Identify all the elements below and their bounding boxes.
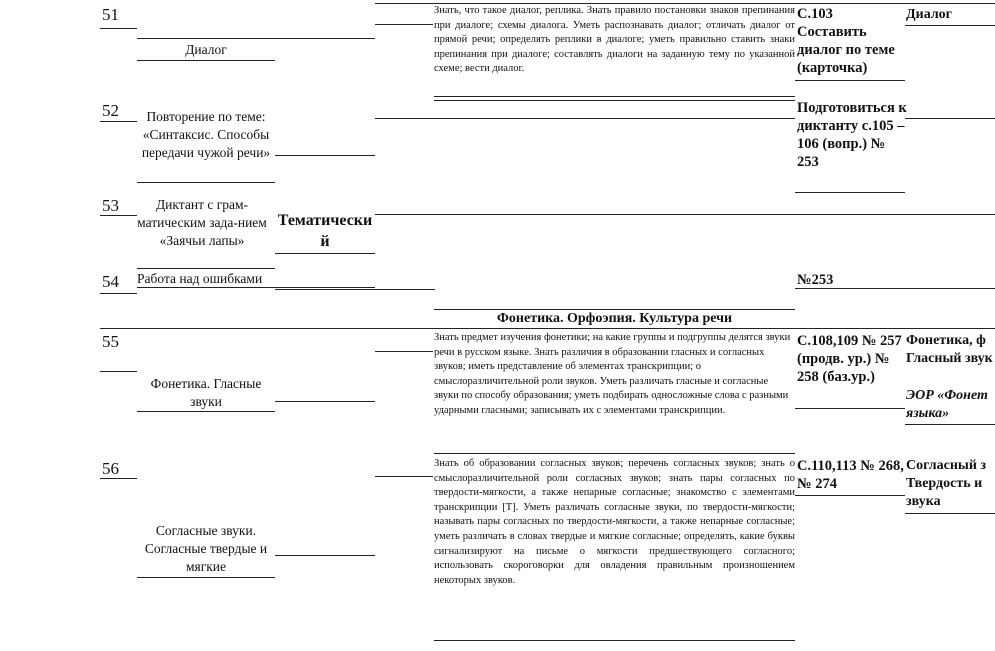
divider xyxy=(905,25,995,26)
divider xyxy=(375,476,433,477)
row-53-lesson-type: Тематический xyxy=(277,212,373,250)
row-51-number: 51 xyxy=(102,5,119,24)
section-title: Фонетика. Орфоэпия. Культура речи xyxy=(496,311,733,326)
divider xyxy=(434,453,795,454)
row-51-requirements: Знать, что такое диалог, реплика. Знать правило постановки знаков препинания при диалоге; схемы диалога. Уметь распознавать диалог; отличать диалог от прямой речи; определять реплики в диалоге; уметь правильно ставить знаки препинания при диалоге; составлять диалоги на заданную тему по указанной схеме; вести диалог. xyxy=(434,5,795,75)
divider xyxy=(795,495,905,496)
divider xyxy=(434,96,795,97)
divider xyxy=(434,100,795,101)
divider xyxy=(434,309,795,310)
row-54-number: 54 xyxy=(102,272,119,291)
divider xyxy=(137,182,275,183)
row-55-number: 55 xyxy=(102,332,119,351)
row-51-topic: Диалог xyxy=(185,42,227,57)
divider xyxy=(795,408,905,409)
row-56-note: Согласный з Твердость и звука xyxy=(906,458,987,509)
row-55-homework: С.108,109 № 257 (продв. ур.) № 258 (баз.ур.) xyxy=(797,333,902,385)
divider xyxy=(137,268,275,269)
row-53-number: 53 xyxy=(102,196,119,215)
row-52-topic: Повторение по теме: «Синтаксис. Способы передачи чужой речи» xyxy=(141,109,271,160)
divider xyxy=(275,289,435,290)
divider xyxy=(275,253,375,254)
divider xyxy=(795,80,905,81)
divider xyxy=(100,121,137,122)
divider xyxy=(137,411,275,412)
divider xyxy=(795,192,905,193)
divider xyxy=(434,640,795,641)
divider xyxy=(905,513,995,514)
divider xyxy=(137,60,275,61)
divider xyxy=(100,478,137,479)
row-51-homework: С.103 Составить диалог по теме (карточка) xyxy=(797,6,895,76)
divider xyxy=(137,577,275,578)
divider xyxy=(137,287,375,288)
row-56-topic: Согласные звуки. Согласные твердые и мягкие xyxy=(144,523,268,574)
divider xyxy=(100,28,137,29)
divider xyxy=(100,293,137,294)
divider xyxy=(905,118,995,119)
divider xyxy=(100,328,995,329)
divider xyxy=(275,555,375,556)
divider xyxy=(905,424,995,425)
divider xyxy=(100,371,137,372)
row-56-number: 56 xyxy=(102,459,119,478)
divider xyxy=(795,288,995,289)
row-54-topic: Работа над ошибками xyxy=(137,271,263,286)
row-55-requirements: Знать предмет изучения фонетики; на какие группы и подгруппы делятся звуки речи в русском языке. Знать различия в образовании гласных и согласных звуков; иметь представление об элементах транскрипции; о смыслоразличительной роли звуков. Уметь различать гласные и согласные звуки по способу образования; уметь подбирать односложные слова с разными ударными гласными; записывать их с элементами транскрипции. xyxy=(434,332,791,416)
row-56-homework: С.110,113 № 268, № 274 xyxy=(797,458,904,492)
divider xyxy=(100,215,137,216)
divider xyxy=(375,24,433,25)
divider xyxy=(275,155,375,156)
row-55-resource: ЭОР «Фонет языка» xyxy=(906,388,988,421)
row-51-note: Диалог xyxy=(906,7,953,22)
row-55-note: Фонетика, ф Гласный звук xyxy=(906,333,993,366)
divider xyxy=(375,351,433,352)
divider xyxy=(137,38,375,39)
row-53-topic: Диктант с грам-матическим зада-нием «Заячьи лапы» xyxy=(137,197,267,248)
divider xyxy=(375,214,995,215)
divider xyxy=(275,401,375,402)
row-55-topic: Фонетика. Гласные звуки xyxy=(150,376,262,409)
divider xyxy=(375,118,795,119)
row-56-requirements: Знать об образовании согласных звуков; перечень согласных звуков; знать о смыслоразличительной роли согласных звуков; знать пары согласных по твердости-мягкости, а также непарные согласные; знакомство с элементами транскрипции [Т]. Уметь различать согласные звуки, по твердости-мягкости; называть пары согласных по твердости-мягкости, а также непарные согласные; уметь различать в словах твердые и мягкие согласные; определять, какие буквы сигнализируют на письме о мягкости предшествующего согласного; использовать скороговорки для овладения правильным произношением некоторых звуков. xyxy=(434,458,795,586)
row-54-homework: №253 xyxy=(797,272,834,288)
row-52-homework: Подготовиться к диктанту с.105 – 106 (вопр.) № 253 xyxy=(797,100,907,170)
row-52-number: 52 xyxy=(102,101,119,120)
